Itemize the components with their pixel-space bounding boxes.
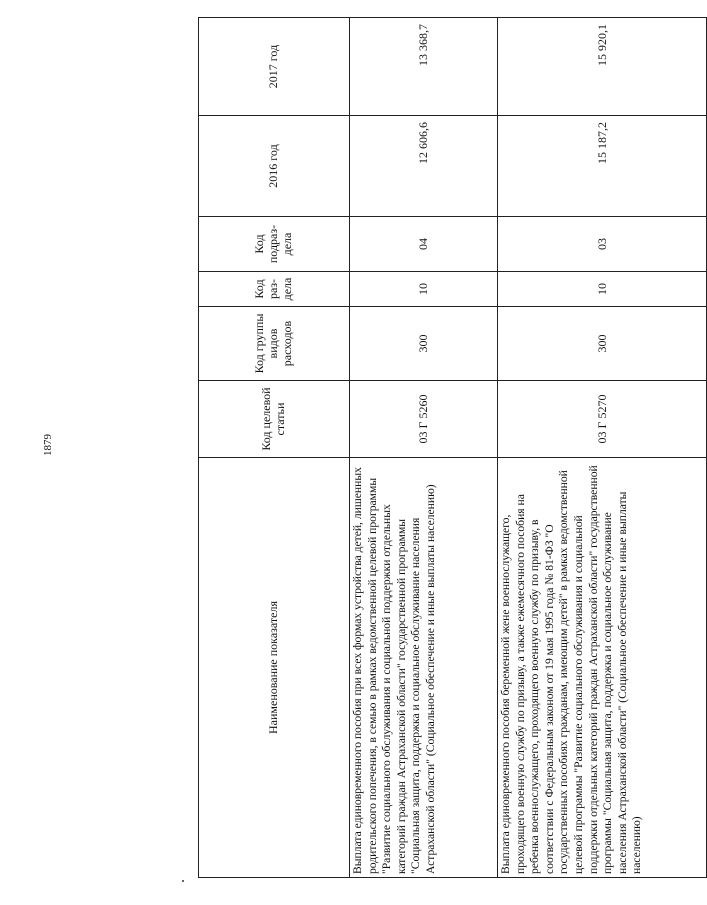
header-target-code: Код целевой статьи: [199, 381, 350, 458]
row-target-code: 03 Г 5260: [350, 381, 498, 458]
row-year-2016: 15 187,2: [498, 116, 707, 217]
row-section-code: 10: [350, 272, 498, 307]
header-year-2017: 2017 год: [199, 18, 350, 116]
scan-speck: [182, 880, 184, 882]
header-section-code: Код раз-дела: [199, 272, 350, 307]
page-number: 1879: [42, 434, 54, 456]
rotated-table-container: [198, 18, 644, 878]
header-name: Наименование показателя: [199, 458, 350, 878]
row-expense-group-code: 300: [498, 307, 707, 381]
row-name: Выплата единовременного пособия беременной жене военнослужащего, проходящего военную службу по призыву, а также ежемесячного пособия на ребенка военнослужащего, проходящего военную службу по призыву, в соответствии с Федеральным законом от 19 мая 1995 года № 81-ФЗ "О государственных пособиях гражданам, имеющим детей" в рамках ведомственной целевой программы "Развитие социального обслуживания и социальной поддержки отдельных категорий граждан Астраханской области" государственной программы "Социальная защита, поддержка и социальное обслуживание населения Астраханской области" (Социальное обеспечение и иные выплаты населению): [498, 458, 707, 878]
row-target-code: 03 Г 5270: [498, 381, 707, 458]
row-expense-group-code: 300: [350, 307, 498, 381]
row-year-2017: 13 368,7: [350, 18, 498, 116]
header-row: [199, 18, 350, 878]
row-year-2016: 12 606,6: [350, 116, 498, 217]
row-subsection-code: 04: [350, 217, 498, 272]
header-year-2016: 2016 год: [199, 116, 350, 217]
row-section-code: 10: [498, 272, 707, 307]
budget-table: [198, 17, 707, 878]
row-subsection-code: 03: [498, 217, 707, 272]
table-row: [350, 18, 498, 878]
header-expense-group-code: Код группы видов расходов: [199, 307, 350, 381]
row-name: Выплата единовременного пособия при всех формах устройства детей, лишенных родительского попечения, в семью в рамках ведомственной целевой программы "Развитие социального обслуживания и социальной поддержки отдельных категорий граждан Астраханской области" государственной программы "Социальная защита, поддержка и социальное обслуживание населения Астраханской области" (Социальное обеспечение и иные выплаты населению): [350, 458, 498, 878]
header-subsection-code: Код подраз-дела: [199, 217, 350, 272]
table-row: [498, 18, 707, 878]
row-year-2017: 15 920,1: [498, 18, 707, 116]
